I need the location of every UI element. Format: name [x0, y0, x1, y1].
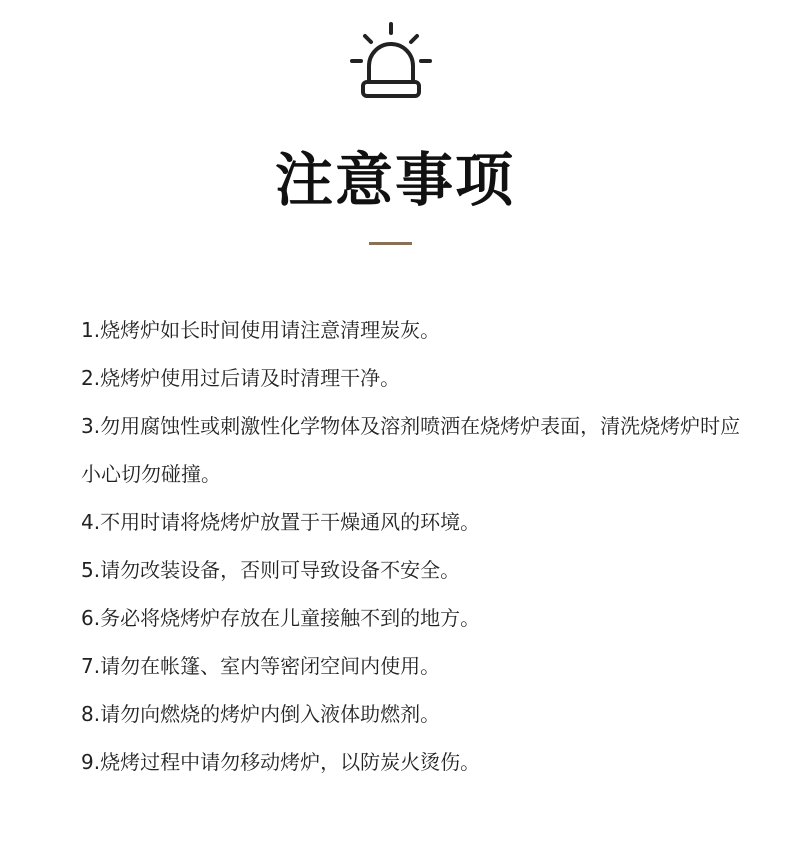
list-item: 5.请勿改装设备，否则可导致设备不安全。	[81, 558, 461, 582]
list-item: 8.请勿向燃烧的烤炉内倒入液体助燃剂。	[81, 702, 441, 726]
alarm-light-icon	[349, 20, 433, 102]
list-item: 1.烧烤炉如长时间使用请注意清理炭灰。	[81, 318, 441, 342]
list-item: 2.烧烤炉使用过后请及时清理干净。	[81, 366, 401, 390]
notes-list	[81, 306, 751, 786]
list-item: 3.勿用腐蚀性或刺激性化学物体及溶剂喷洒在烧烤炉表面，清洗烧烤炉时应小心切勿碰撞。	[81, 414, 741, 486]
title-divider	[369, 242, 412, 245]
list-item: 9.烧烤过程中请勿移动烤炉，以防炭火烫伤。	[81, 750, 481, 774]
list-item: 6.务必将烧烤炉存放在儿童接触不到的地方。	[81, 606, 481, 630]
list-item: 4.不用时请将烧烤炉放置于干燥通风的环境。	[81, 510, 481, 534]
list-item: 7.请勿在帐篷、室内等密闭空间内使用。	[81, 654, 441, 678]
page-title: 注意事项	[274, 146, 515, 214]
